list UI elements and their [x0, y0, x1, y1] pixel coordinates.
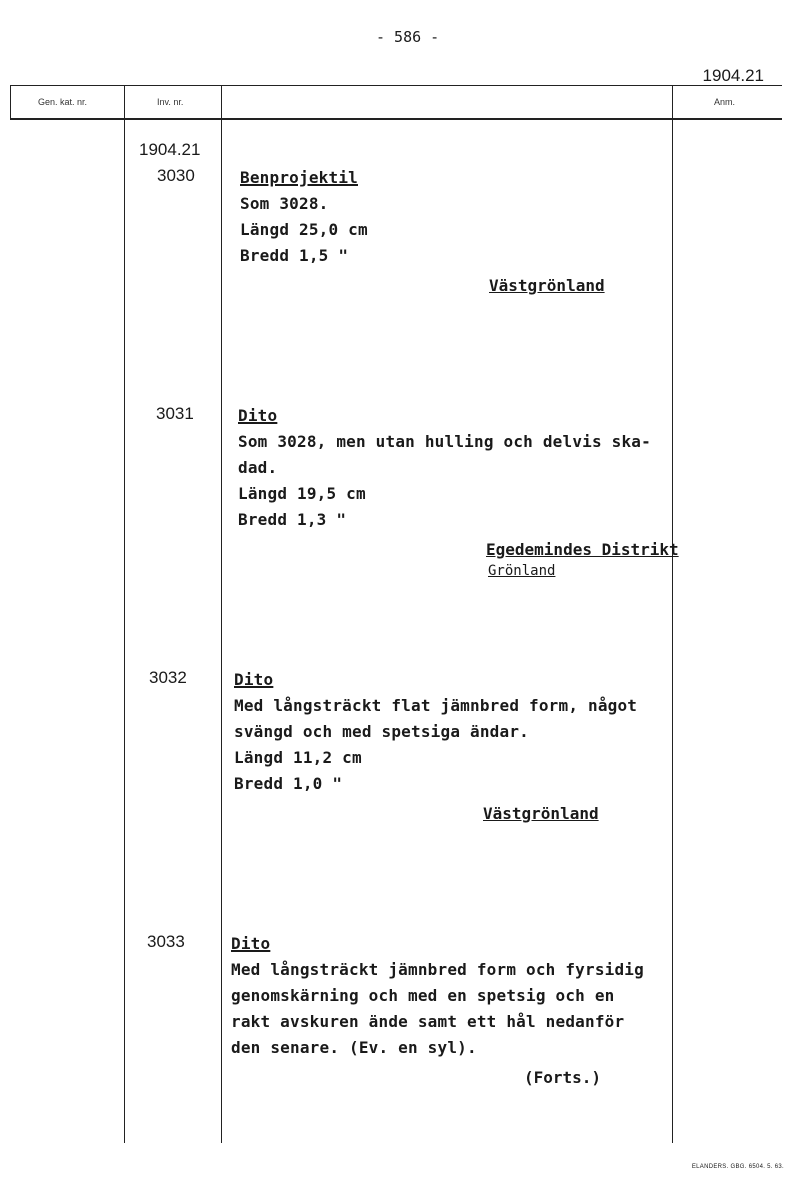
column-divider-inv — [221, 85, 222, 1143]
entry-line: Längd 11,2 cm — [234, 748, 362, 767]
inventory-number: 3033 — [147, 932, 185, 951]
entry-line: den senare. (Ev. en syl). — [231, 1038, 477, 1057]
column-divider-anm — [672, 85, 673, 1143]
column-divider-gen — [124, 85, 125, 1143]
column-header-gen: Gen. kat. nr. — [38, 97, 88, 107]
inventory-number: 3032 — [149, 668, 187, 687]
entry-title: Benprojektil — [240, 168, 358, 187]
entry-sublocation: Grönland — [488, 563, 556, 579]
entry-line: Längd 25,0 cm — [240, 220, 368, 239]
header-bottom-rule — [10, 118, 782, 120]
catalogue-entry — [240, 165, 368, 269]
entry-title: Dito — [231, 934, 271, 953]
entry-title: Dito — [234, 670, 274, 689]
catalogue-entry — [238, 403, 651, 533]
entry-line: svängd och med spetsiga ändar. — [234, 722, 529, 741]
entry-line: rakt avskuren ände samt ett hål nedanför — [231, 1012, 625, 1031]
column-header-anm: Anm. — [714, 97, 736, 107]
column-header-inv: Inv. nr. — [157, 97, 184, 107]
catalogue-entry — [231, 931, 644, 1061]
inventory-number: 3030 — [157, 166, 195, 185]
header-top-rule — [10, 85, 782, 86]
catalogue-entry — [234, 667, 637, 797]
entry-line: Som 3028, men utan hulling och delvis ska- — [238, 432, 651, 451]
entry-location: Egedemindes Distrikt — [486, 540, 679, 559]
entry-line: Bredd 1,5 " — [240, 246, 349, 265]
page-number: - 586 - — [376, 28, 440, 46]
entry-line: Med långsträckt flat jämnbred form, något — [234, 696, 638, 715]
entry-line: dad. — [238, 458, 278, 477]
entry-line: Med långsträckt jämnbred form och fyrsidig — [231, 960, 644, 979]
entry-line: Som 3028. — [240, 194, 329, 213]
entry-line: genomskärning och med en spetsig och en — [231, 986, 615, 1005]
entry-title: Dito — [238, 406, 278, 425]
entry-line: Längd 19,5 cm — [238, 484, 366, 503]
entry-location: Västgrönland — [489, 276, 605, 295]
continued-note: (Forts.) — [524, 1068, 602, 1087]
entry-line: Bredd 1,0 " — [234, 774, 343, 793]
printer-imprint: ELANDERS. GBG. 6504. 5. 63. — [691, 1164, 784, 1170]
inventory-date: 1904.21 — [139, 140, 201, 159]
inventory-number: 3031 — [156, 404, 194, 423]
catalogue-reference: 1904.21 — [702, 66, 764, 85]
left-border — [10, 85, 11, 120]
entry-location: Västgrönland — [483, 804, 599, 823]
entry-line: Bredd 1,3 " — [238, 510, 347, 529]
